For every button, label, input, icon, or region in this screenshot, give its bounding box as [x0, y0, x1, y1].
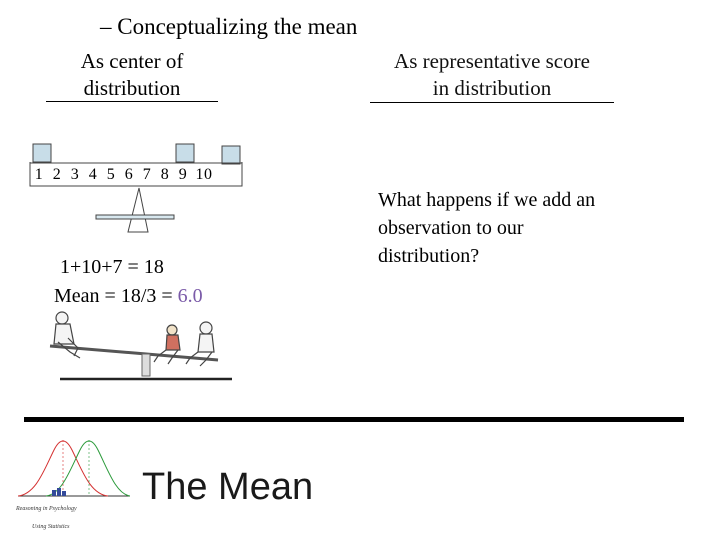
- question-line2: observation to our: [378, 217, 524, 239]
- number-label: 1: [34, 166, 44, 183]
- mean-value: 6.0: [177, 285, 203, 307]
- footer-divider: [24, 417, 684, 422]
- green-distribution-curve: [46, 441, 130, 496]
- right-heading-line2: in distribution: [432, 76, 552, 100]
- weight-box-1: [33, 144, 51, 162]
- number-label: 8: [160, 166, 170, 183]
- left-heading-line2: distribution: [83, 76, 181, 100]
- number-label: 6: [124, 166, 134, 183]
- question-line1: What happens if we add an: [378, 189, 596, 211]
- number-label: 2: [52, 166, 62, 183]
- number-label: 7: [142, 166, 152, 183]
- question-text: [378, 186, 678, 270]
- number-label: 9: [178, 166, 188, 183]
- mean-equation: [54, 285, 203, 308]
- number-label: 4: [88, 166, 98, 183]
- balance-beam-diagram: [20, 136, 260, 236]
- left-heading-line1: As center of: [80, 49, 184, 73]
- weight-box-10: [222, 146, 240, 164]
- question-line3: distribution?: [378, 245, 480, 267]
- number-label: 10: [195, 166, 213, 183]
- person-left: [54, 312, 80, 358]
- fulcrum-triangle: [128, 188, 148, 232]
- left-column-heading: [46, 48, 218, 102]
- seesaw-illustration: [40, 308, 240, 384]
- seesaw-fulcrum: [142, 354, 150, 376]
- left-heading-underline: [46, 101, 218, 102]
- person-middle: [154, 325, 180, 364]
- right-column-heading: [370, 48, 614, 102]
- slide-heading: – Conceptualizing the mean: [100, 14, 358, 39]
- weight-box-7: [176, 144, 194, 162]
- slide-title: The Mean: [142, 466, 314, 508]
- right-heading-underline: [370, 102, 614, 103]
- logo-text-bottom: Using Statistics: [32, 524, 70, 530]
- right-heading-line1: As representative score: [394, 49, 590, 73]
- number-line: [30, 166, 240, 186]
- balance-pointer: [96, 215, 174, 219]
- mean-equation-prefix: Mean = 18/3 =: [54, 285, 178, 307]
- course-logo-curves: [18, 430, 130, 506]
- logo-text-top: Reasoning in Psychology: [16, 506, 77, 512]
- number-label: 5: [106, 166, 116, 183]
- number-label: 3: [70, 166, 80, 183]
- sum-equation: 1+10+7 = 18: [60, 256, 164, 278]
